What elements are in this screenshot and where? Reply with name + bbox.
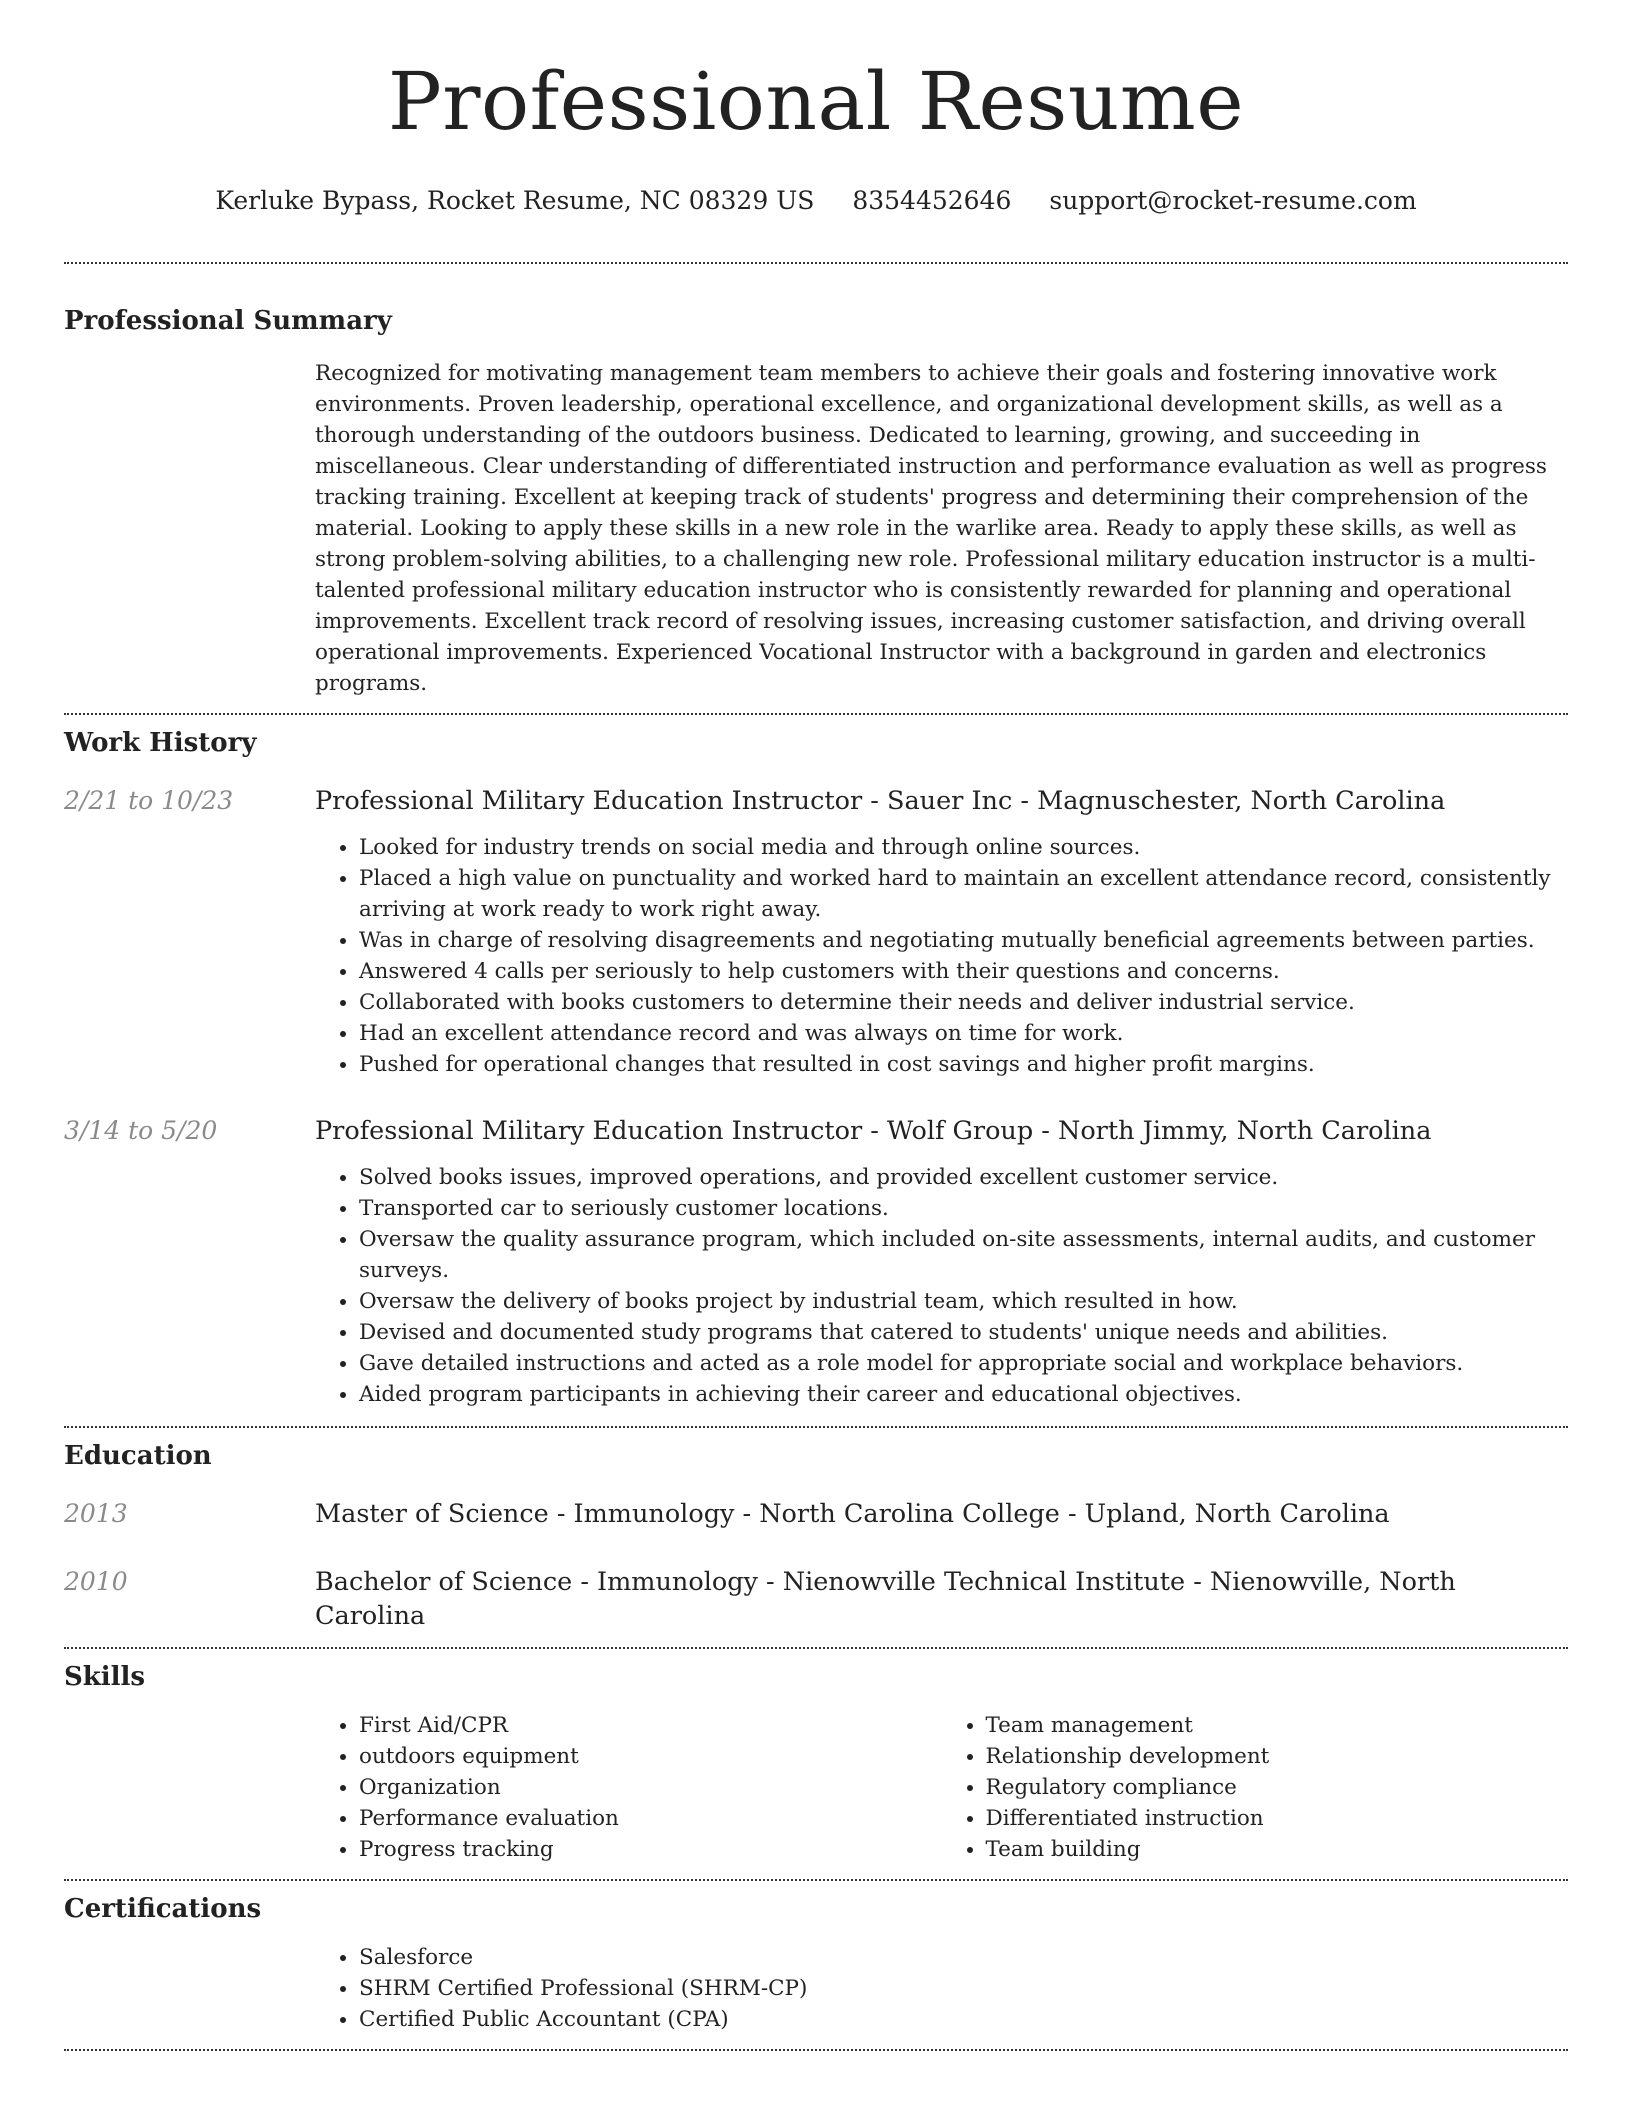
work-history-section [64, 726, 1568, 1410]
skill-item: • First Aid/CPR [359, 1710, 942, 1741]
skills-list-right [942, 1710, 1569, 1865]
education-year: 2010 [64, 1567, 128, 1596]
skill-item: • Team building [986, 1834, 1569, 1865]
divider [64, 713, 1568, 715]
job-bullet: • Transported car to seriously customer locations. [359, 1193, 1568, 1224]
skill-item: • Progress tracking [359, 1834, 942, 1865]
skill-item: • Team management [986, 1710, 1569, 1741]
education-entry [64, 1565, 1568, 1633]
job-dates: 2/21 to 10/23 [64, 786, 234, 815]
job-title: Professional Military Education Instructor - Sauer Inc - Magnuschester, North Carolina [315, 786, 1446, 816]
job-title: Professional Military Education Instructor - Wolf Group - North Jimmy, North Carolina [315, 1116, 1432, 1146]
job-bullet: • Gave detailed instructions and acted as a role model for appropriate social and workplace behaviors. [359, 1348, 1568, 1379]
contact-email: support@rocket-resume.com [1049, 186, 1417, 215]
education-degree: Bachelor of Science - Immunology - Nienowville Technical Institute - Nienowville, North Carolina [315, 1567, 1456, 1631]
divider [64, 1647, 1568, 1649]
job-dates: 3/14 to 5/20 [64, 1116, 218, 1145]
contact-phone: 8354452646 [852, 186, 1012, 215]
work-history-heading: Work History [64, 728, 257, 758]
skill-item: • Differentiated instruction [986, 1803, 1569, 1834]
job-bullet: • Solved books issues, improved operations, and provided excellent customer service. [359, 1162, 1568, 1193]
skill-item: • outdoors equipment [359, 1741, 942, 1772]
job-bullet: • Oversaw the delivery of books project by industrial team, which resulted in how. [359, 1286, 1568, 1317]
job-bullet: • Looked for industry trends on social media and through online sources. [359, 832, 1568, 863]
job-bullet: • Collaborated with books customers to determine their needs and deliver industrial service. [359, 987, 1568, 1018]
job-bullet: • Aided program participants in achieving their career and educational objectives. [359, 1379, 1568, 1410]
summary-heading: Professional Summary [64, 306, 392, 336]
job-bullet: • Had an excellent attendance record and was always on time for work. [359, 1018, 1568, 1049]
education-year: 2013 [64, 1499, 128, 1528]
skills-heading: Skills [64, 1662, 146, 1692]
job-bullet: • Was in charge of resolving disagreements and negotiating mutually beneficial agreements between parties. [359, 925, 1568, 956]
contact-line [64, 186, 1568, 216]
job-bullet: • Answered 4 calls per seriously to help customers with their questions and concerns. [359, 956, 1568, 987]
job-bullet: • Oversaw the quality assurance program, which included on-site assessments, internal audits, and customer surveys. [359, 1224, 1568, 1286]
certifications-section [64, 1892, 1568, 2035]
summary-section [64, 304, 1568, 699]
divider [64, 2049, 1568, 2051]
resume-title: Professional Resume [387, 55, 1245, 148]
skills-section [64, 1660, 1568, 1865]
education-degree: Master of Science - Immunology - North Carolina College - Upland, North Carolina [315, 1499, 1390, 1529]
skills-columns [315, 1710, 1568, 1865]
certification-item: • Certified Public Accountant (CPA) [359, 2004, 1568, 2035]
certification-item: • Salesforce [359, 1942, 1568, 1973]
summary-text: Recognized for motivating management team members to achieve their goals and fostering innovative work environments. Proven leadership, operational excellence, and organizational development skills, as well as a thorough understanding of the outdoors business. Dedicated to learning, growing, and succeeding in miscellaneous. Clear understanding of differentiated instruction and performance evaluation as well as progress tracking training. Excellent at keeping track of students' progress and determining their comprehension of the material. Looking to apply these skills in a new role in the warlike area. Ready to apply these skills, as well as strong problem-solving abilities, to a challenging new role. Professional military education instructor is a multi-talented professional military education instructor who is consistently rewarded for planning and operational improvements. Excellent track record of resolving issues, increasing customer satisfaction, and driving overall operational improvements. Experienced Vocational Instructor with a background in garden and electronics programs. [315, 361, 1547, 696]
job-bullet: • Devised and documented study programs that catered to students' unique needs and abilities. [359, 1317, 1568, 1348]
certifications-heading: Certifications [64, 1894, 262, 1924]
contact-address: Kerluke Bypass, Rocket Resume, NC 08329 US [215, 186, 815, 215]
skills-list-left [315, 1710, 942, 1865]
skill-item: • Regulatory compliance [986, 1772, 1569, 1803]
job-entry [64, 784, 1568, 818]
divider [64, 262, 1568, 264]
job-bullets [315, 1162, 1568, 1410]
skill-item: • Relationship development [986, 1741, 1569, 1772]
job-bullets [315, 832, 1568, 1080]
certification-item: • SHRM Certified Professional (SHRM-CP) [359, 1973, 1568, 2004]
education-entry [64, 1497, 1568, 1531]
job-bullet: • Pushed for operational changes that resulted in cost savings and higher profit margins. [359, 1049, 1568, 1080]
job-bullet: • Placed a high value on punctuality and worked hard to maintain an excellent attendance record, consistently arriving at work ready to work right away. [359, 863, 1568, 925]
skill-item: • Organization [359, 1772, 942, 1803]
job-entry [64, 1114, 1568, 1148]
divider [64, 1426, 1568, 1428]
skill-item: • Performance evaluation [359, 1803, 942, 1834]
education-heading: Education [64, 1441, 212, 1471]
divider [64, 1879, 1568, 1881]
certifications-list [315, 1942, 1568, 2035]
education-section [64, 1439, 1568, 1633]
